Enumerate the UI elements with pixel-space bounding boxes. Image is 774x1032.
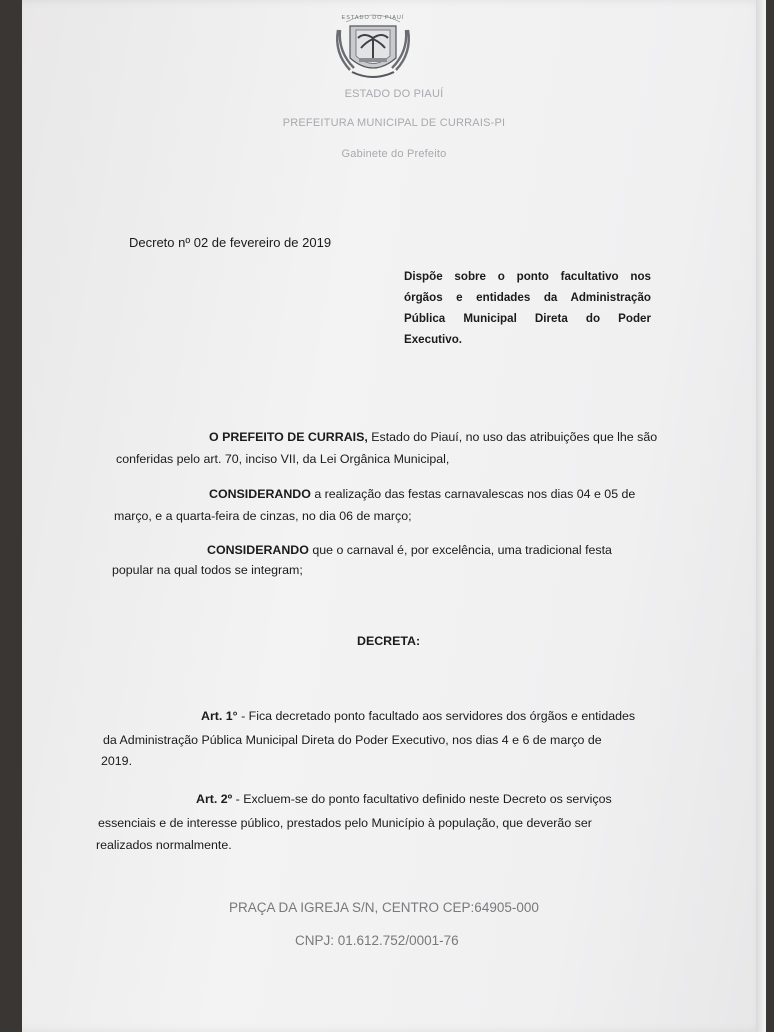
art1-line1: Art. 1° - Fica decretado ponto facultado aos servidores dos órgãos e entidades <box>201 709 636 723</box>
art2-label: Art. 2º <box>196 792 233 806</box>
header-state: ESTADO DO PIAUÍ <box>344 88 444 100</box>
state-coat-of-arms <box>328 8 418 84</box>
considerando1-line2: março, e a quarta-feira de cinzas, no dia 06 de março; <box>114 509 412 523</box>
considerando1-bold: CONSIDERANDO <box>209 487 311 501</box>
footer-address: PRAÇA DA IGREJA S/N, CENTRO CEP:64905-000 <box>229 900 539 915</box>
art1-line2: da Administração Pública Municipal Direta do Poder Executivo, nos dias 4 e 6 de março de <box>103 733 602 747</box>
header-office: Gabinete do Prefeito <box>341 148 447 160</box>
art2-line3: realizados normalmente. <box>96 838 232 852</box>
art2-line2: essenciais e de interesse público, prestados pelo Município à população, que deverão ser <box>98 816 592 830</box>
art1-line3: 2019. <box>101 754 133 768</box>
preamble-line2: conferidas pelo art. 70, inciso VII, da Lei Orgânica Municipal, <box>116 452 450 466</box>
decree-title: Decreto nº 02 de fevereiro de 2019 <box>129 235 332 250</box>
header-prefecture: PREFEITURA MUNICIPAL DE CURRAIS-PI <box>282 117 506 129</box>
footer-cnpj: CNPJ: 01.612.752/0001-76 <box>295 933 459 948</box>
summary-line: órgãos e entidades da Administração <box>404 291 651 304</box>
summary-line: Dispõe sobre o ponto facultativo nos <box>404 270 651 283</box>
summary-line: Pública Municipal Direta do Poder <box>404 312 651 325</box>
svg-text:ESTADO DO PIAUÍ: ESTADO DO PIAUÍ <box>341 15 405 21</box>
considerando2-line2: popular na qual todos se integram; <box>112 563 303 577</box>
art2-line1: Art. 2º - Excluem-se do ponto facultativo definido neste Decreto os serviços <box>196 792 612 806</box>
considerando2-bold: CONSIDERANDO <box>207 543 309 557</box>
summary-line: Executivo. <box>404 333 462 346</box>
decreta-heading: DECRETA: <box>357 634 421 648</box>
considerando2-line1: CONSIDERANDO que o carnaval é, por excelência, uma tradicional festa <box>207 543 612 557</box>
preamble-line1: O PREFEITO DE CURRAIS, Estado do Piauí, no uso das atribuições que lhe são <box>209 430 658 444</box>
considerando1-line1: CONSIDERANDO a realização das festas carnavalescas nos dias 04 e 05 de <box>209 487 636 501</box>
preamble-bold: O PREFEITO DE CURRAIS, <box>209 430 368 444</box>
art1-label: Art. 1° <box>201 709 238 723</box>
